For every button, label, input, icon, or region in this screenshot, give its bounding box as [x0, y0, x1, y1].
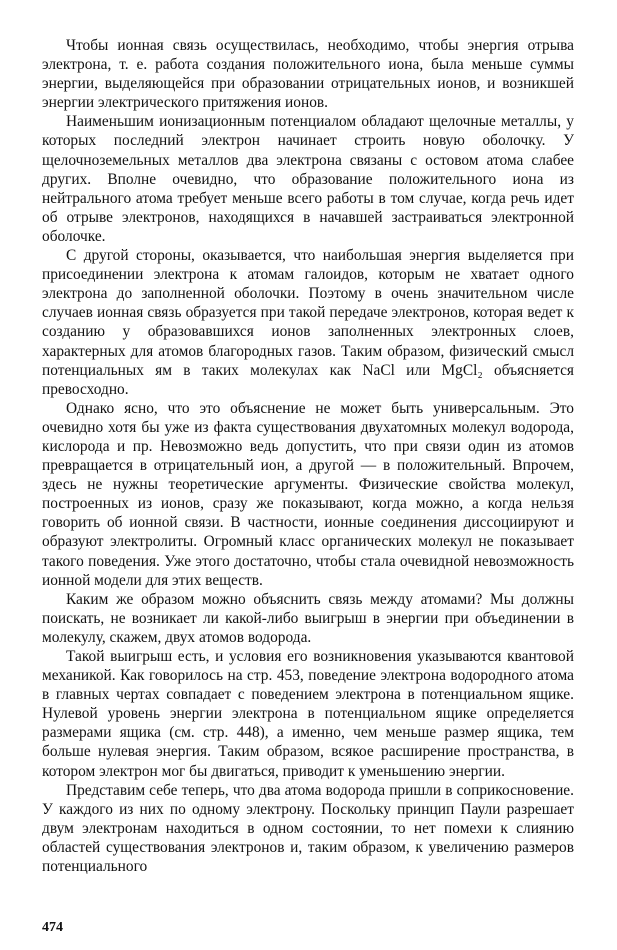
paragraph-quantum-gain: Такой выигрыш есть, и условия его возникновения указываются квантовой механикой. Как говорилось на стр. 453, поведение электрона водородного атома в главных чертах совпадает с поведением электрона в потенциальном ящике. Нулевой уровень энергии электрона в потенциальном ящике определяется размерами ящика (см. стр. 448), а именно, чем меньше размер ящика, тем больше нулевая энергия. Таким образом, всякое расширение пространства, в котором электрон мог бы двигаться, приводит к уменьшению энергии. [42, 648, 574, 780]
paragraph-not-universal: Однако ясно, что это объяснение не может быть универсальным. Это очевидно хотя бы уже из факта существования двухатомных молекул водорода, кислорода и пр. Невозможно ведь допустить, что при связи один из атомов превращается в отрицательный ион, а другой — в положительный. Впрочем, здесь не нужны теоретические аргументы. Физические свойства молекул, построенных из ионов, сразу же показывают, когда можно, а когда нельзя говорить об ионной связи. В частности, ионные соединения диссоциируют и образуют электролиты. Огромный класс органических молекул не показывает такого поведения. Уже этого достаточно, чтобы стала очевидной невозможность ионной модели для этих веществ. [42, 399, 574, 589]
paragraph-two-hydrogen-atoms: Представим себе теперь, что два атома водорода пришли в соприкосновение. У каждого из них по одному электрону. Поскольку принцип Паули разрешает двум электронам находиться в одном состоянии, то нет помехи к слиянию областей существования электронов и, таким образом, к увеличению размеров потенциального [42, 781, 574, 876]
paragraph-halogens: С другой стороны, оказывается, что наибольшая энергия выделяется при присоединении электрона к атомам галоидов, которым не хватает одного электрона до заполненной оболочки. Поэтому в очень значительном числе случаев ионная связь образуется при такой передаче электронов, которая ведет к созданию у образовавшихся ионов заполненных электронных слоев, характерных для атомов благородных газов. Таким образом, физический смысл потенциальных ям в таких молекулах как NaCl или MgCl₂ объясняется превосходно. [42, 247, 574, 398]
page-number: 474 [42, 920, 63, 935]
paragraph-question-bond: Каким же образом можно объяснить связь между атомами? Мы должны поискать, не возникает ли какой-либо выигрыш в энергии при объединении в молекулу, скажем, двух атомов водорода. [42, 590, 574, 646]
paragraph-alkali-metals: Наименьшим ионизационным потенциалом обладают щелочные металлы, у которых последний электрон начинает строить новую оболочку. У щелочноземельных металлов два электрона связаны с остовом атома слабее других. Вполне очевидно, что образование положительного иона из нейтрального атома требует меньше всего работы в том случае, когда речь идет об отрыве электронов, находящихся в начавшей застраиваться электронной оболочке. [42, 113, 574, 245]
page-body [42, 36, 574, 876]
paragraph-ionic-bond-condition: Чтобы ионная связь осуществилась, необходимо, чтобы энергия отрыва электрона, т. е. работа создания положительного иона, была меньше суммы энергии, выделяющейся при образовании отрицательных ионов, и возникшей энергии электрического притяжения ионов. [42, 37, 574, 112]
